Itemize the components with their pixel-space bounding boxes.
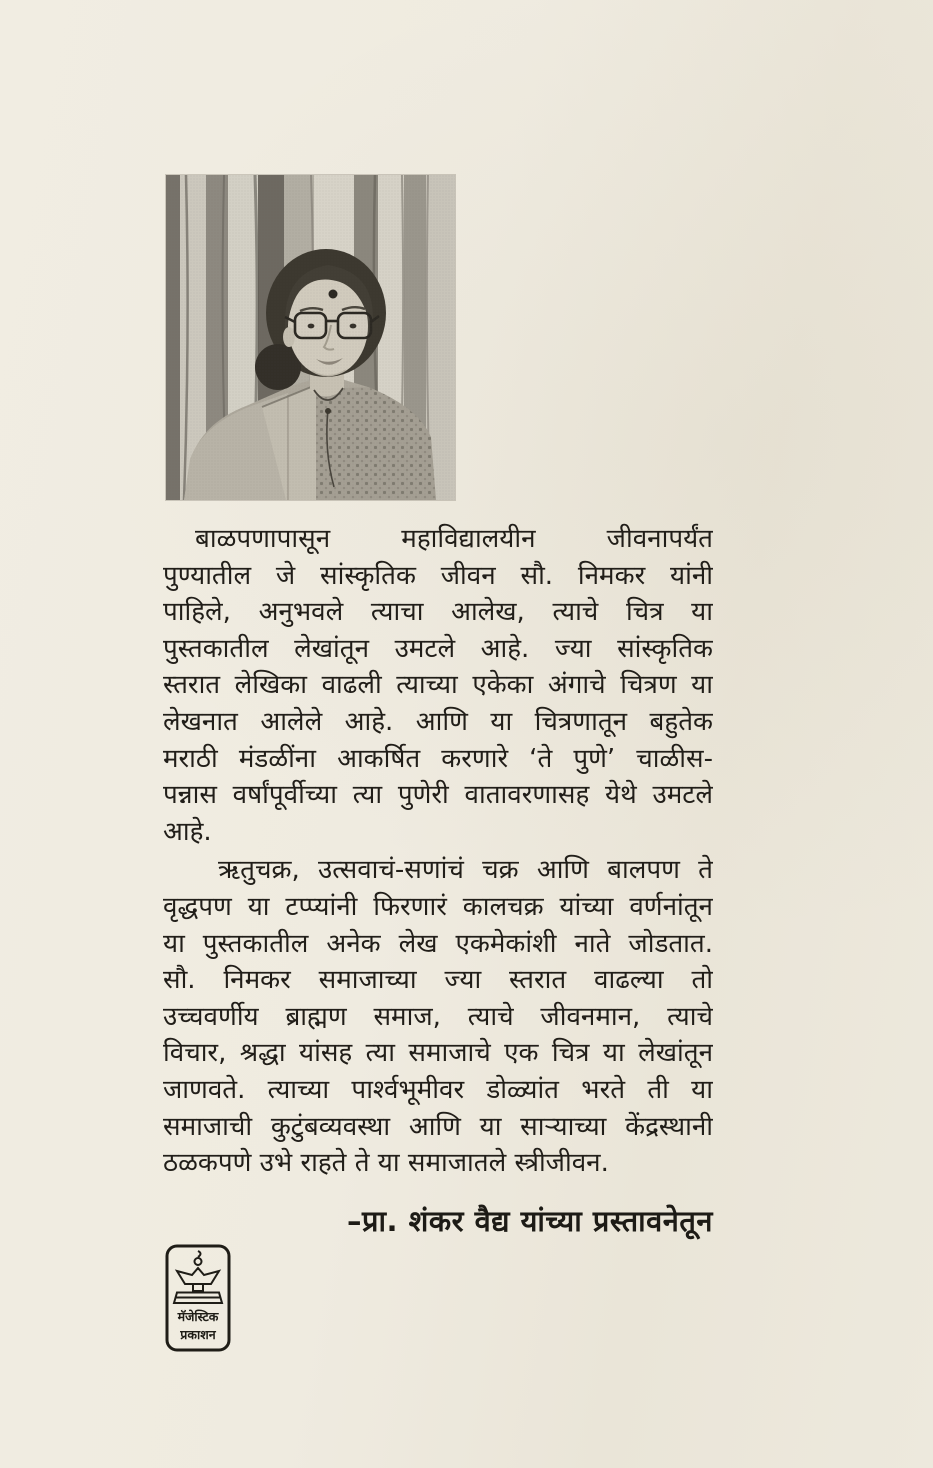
blurb-line: मराठी मंडळींना आकर्षित करणारे ‘ते पुणे’ चाळीस- [163,743,713,774]
blurb-line: जाणवते. त्याच्या पार्श्वभूमीवर डोळ्यांत भरते ती या [163,1074,713,1105]
blurb-paragraph-1 [163,521,713,850]
blurb-line: सौ. निमकर समाजाच्या ज्या स्तरात वाढल्या तो [163,965,713,996]
oil-lamp-icon [165,1244,231,1352]
blurb-text [163,521,713,1182]
blurb-line: पन्नास वर्षांपूर्वीच्या त्या पुणेरी वातावरणासह येथे उमटले [163,780,713,811]
blurb-line: पाहिले, अनुभवले त्याचा आलेख, त्याचे चित्र या [163,597,713,628]
author-photo [166,175,455,500]
blurb-line: वृद्धपण या टप्प्यांनी फिरणारं कालचक्र यांच्या वर्णनांतून [163,891,713,922]
blurb-line: स्तरात लेखिका वाढली त्याच्या एकेका अंगाचे चित्रण या [163,670,713,701]
blurb-line: पुस्तकातील लेखांतून उमटले आहे. ज्या सांस्कृतिक [163,633,713,664]
blurb-line: पुण्यातील जे सांस्कृतिक जीवन सौ. निमकर यांनी [163,560,713,591]
blurb-line: उच्चवर्णीय ब्राह्मण समाज, त्याचे जीवनमान, त्याचे [163,1001,713,1032]
blurb-line: विचार, श्रद्धा यांसह त्या समाजाचे एक चित्र या लेखांतून [163,1038,713,1069]
blurb-paragraph-2 [163,852,713,1181]
blurb-line: समाजाची कुटुंबव्यवस्था आणि या साऱ्याच्या केंद्रस्थानी [163,1111,713,1142]
publisher-name-line1: मॅजेस्टिक [177,1309,219,1324]
blurb-line: या पुस्तकातील अनेक लेख एकमेकांशी नाते जोडतात. [163,928,713,959]
blurb-line: बाळपणापासून महाविद्यालयीन जीवनापर्यंत [195,524,713,554]
blurb-line: ठळकपणे उभे राहते ते या समाजातले स्त्रीजीवन. [163,1148,609,1179]
attribution-line: –प्रा. शंकर वैद्य यांच्या प्रस्तावनेतून [347,1204,713,1238]
author-portrait-illustration [166,175,455,500]
publisher-name-line2: प्रकाशन [180,1327,216,1342]
publisher-logo [165,1244,231,1352]
blurb-line: लेखनात आलेले आहे. आणि या चित्रणातून बहुतेक [163,706,713,737]
blurb-line: आहे. [163,816,212,847]
blurb-line: ऋतुचक्र, उत्सवाचं-सणांचं चक्र आणि बालपण ते [218,855,713,886]
